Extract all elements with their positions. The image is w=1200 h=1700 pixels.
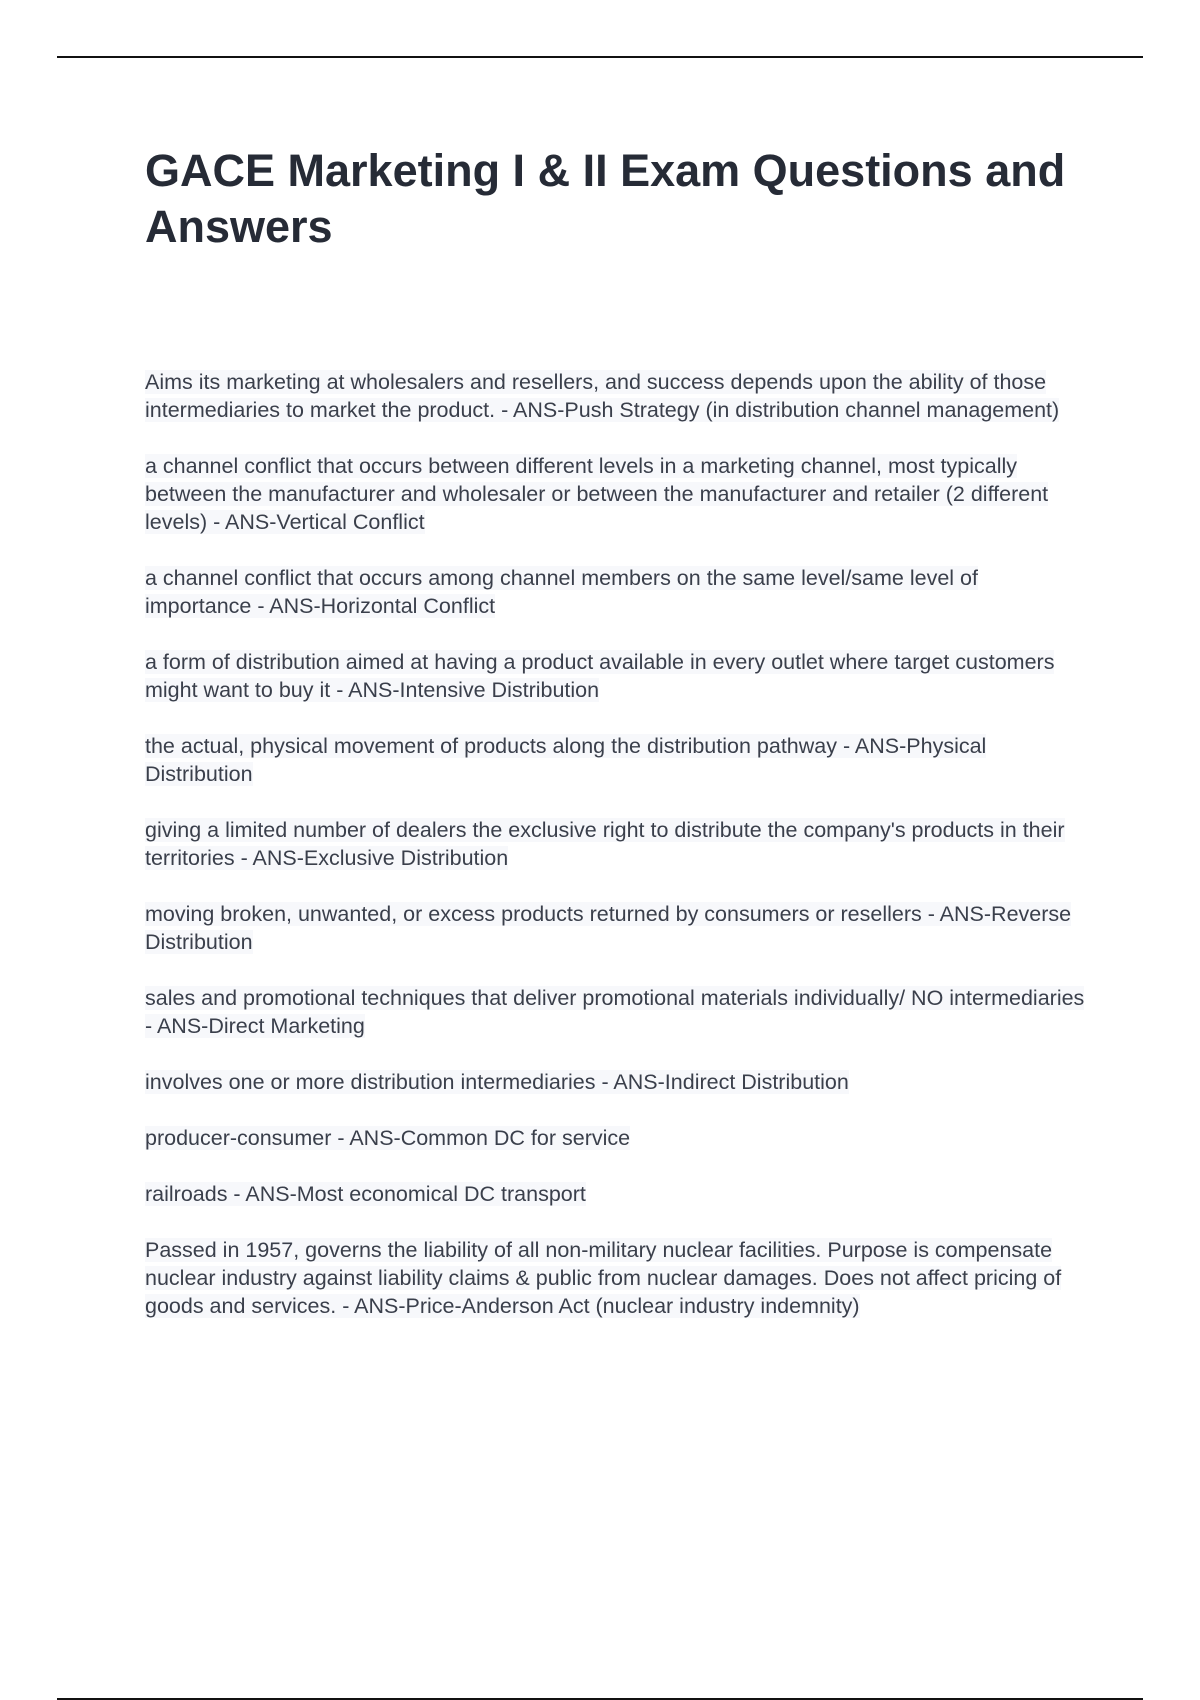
qa-item-4: [145, 648, 1090, 704]
document-title: GACE Marketing I & II Exam Questions and Answers: [145, 145, 1066, 252]
qa-item-12: [145, 1236, 1090, 1320]
qa-list: [145, 368, 1090, 1348]
qa-text: Passed in 1957, governs the liability of all non-military nuclear facilities. Purpose is compensate nuclear industry against liability claims & public from nuclear damages. Does not affect pricing of goods and services. - ANS-Price-Anderson Act (nuclear industry indemnity): [145, 1238, 1062, 1318]
qa-item-1: [145, 368, 1090, 424]
qa-text: a channel conflict that occurs between different levels in a marketing channel, most typically between the manufacturer and wholesaler or between the manufacturer and retailer (2 different levels) - ANS-Vertical Conflict: [145, 454, 1049, 534]
qa-item-10: [145, 1124, 1090, 1152]
qa-text: railroads - ANS-Most economical DC transport: [145, 1182, 586, 1206]
qa-text: giving a limited number of dealers the exclusive right to distribute the company's products in their territories - ANS-Exclusive Distribution: [145, 818, 1065, 870]
qa-item-3: [145, 564, 1090, 620]
qa-text: the actual, physical movement of products along the distribution pathway - ANS-Physical Distribution: [145, 734, 987, 786]
qa-text: involves one or more distribution intermediaries - ANS-Indirect Distribution: [145, 1070, 849, 1094]
qa-text: Aims its marketing at wholesalers and resellers, and success depends upon the ability of those intermediaries to market the product. - ANS-Push Strategy (in distribution channel management): [145, 370, 1060, 422]
qa-text: a channel conflict that occurs among channel members on the same level/same level of importance - ANS-Horizontal Conflict: [145, 566, 978, 618]
top-divider: [57, 56, 1143, 58]
qa-item-11: [145, 1180, 1090, 1208]
qa-text: a form of distribution aimed at having a product available in every outlet where target customers might want to buy it - ANS-Intensive Distribution: [145, 650, 1055, 702]
qa-item-9: [145, 1068, 1090, 1096]
qa-item-7: [145, 900, 1090, 956]
qa-text: producer-consumer - ANS-Common DC for service: [145, 1126, 631, 1150]
qa-item-2: [145, 452, 1090, 536]
qa-item-6: [145, 816, 1090, 872]
qa-text: moving broken, unwanted, or excess products returned by consumers or resellers - ANS-Reverse Distribution: [145, 902, 1072, 954]
qa-item-5: [145, 732, 1090, 788]
qa-text: sales and promotional techniques that deliver promotional materials individually/ NO intermediaries - ANS-Direct Marketing: [145, 986, 1085, 1038]
qa-item-8: [145, 984, 1090, 1040]
